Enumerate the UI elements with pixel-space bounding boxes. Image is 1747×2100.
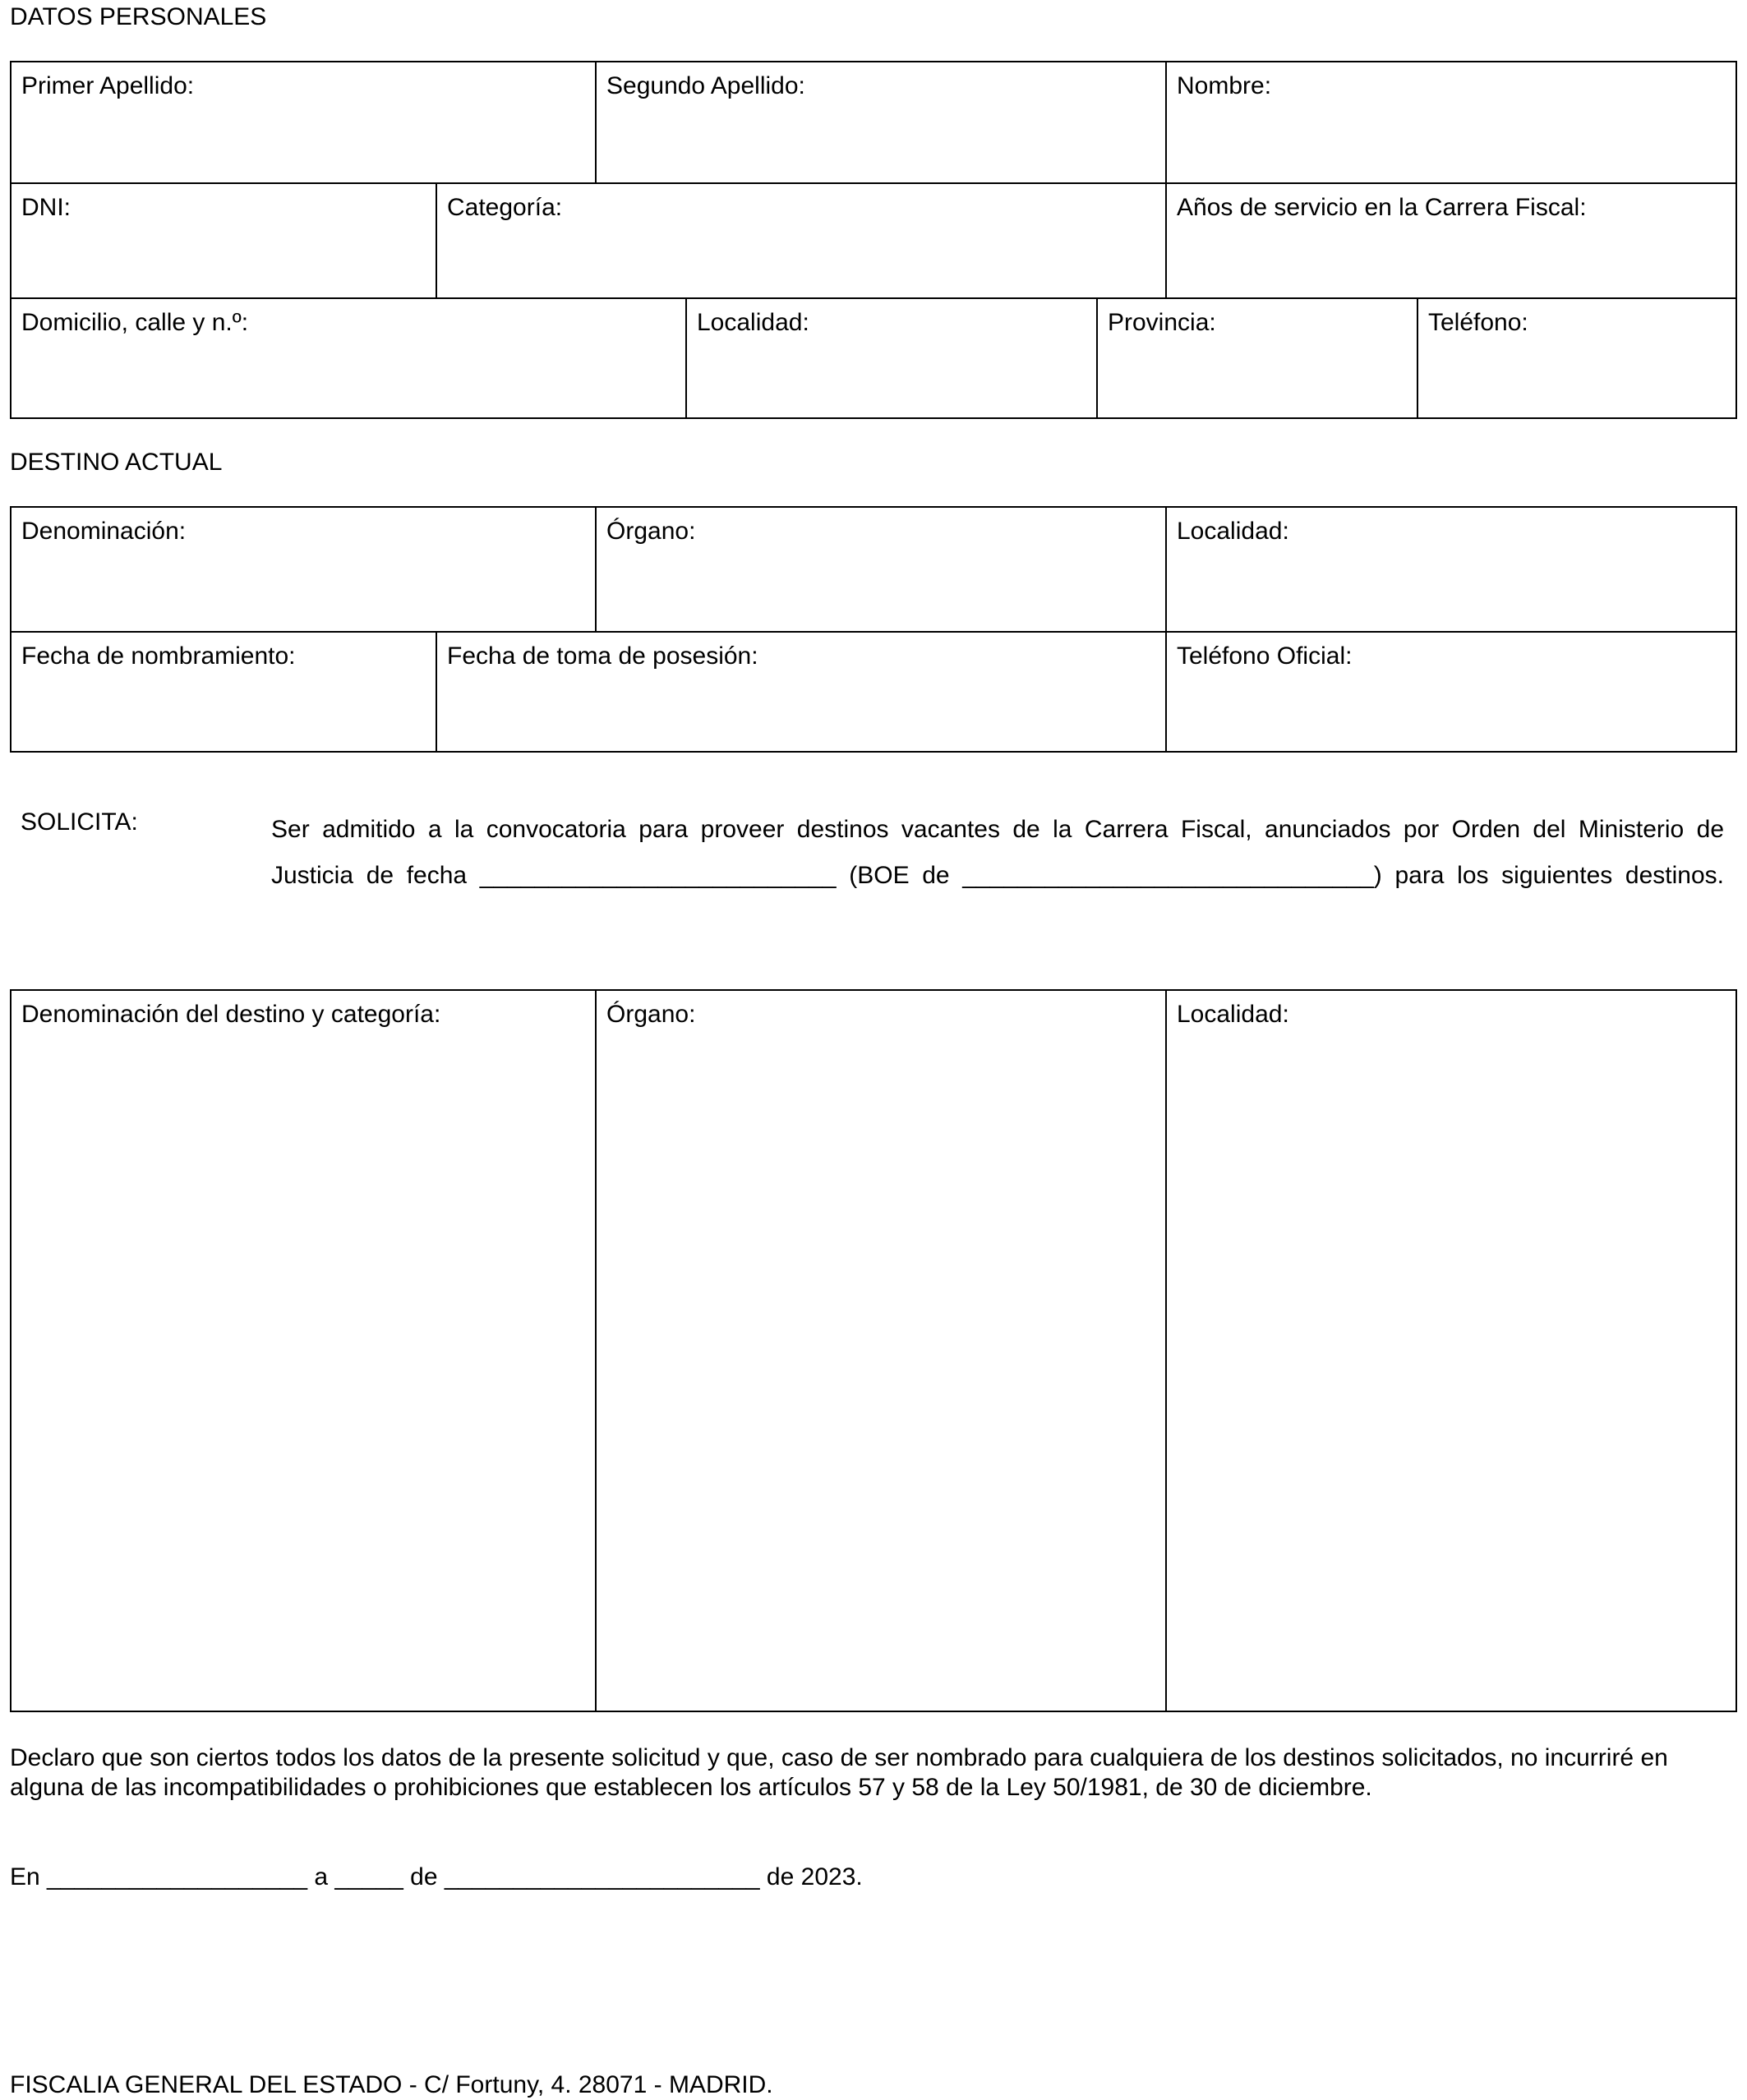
field-label: Denominación: xyxy=(21,518,187,545)
field-label: Teléfono Oficial: xyxy=(1177,642,1353,670)
destino-actual-row-2 xyxy=(12,631,1735,751)
field-label: DNI: xyxy=(21,194,71,221)
column-organo[interactable] xyxy=(595,991,1165,1711)
field-nombre[interactable] xyxy=(1165,62,1735,182)
field-label: Categoría: xyxy=(447,194,563,221)
field-label: Teléfono: xyxy=(1428,309,1528,336)
column-header: Órgano: xyxy=(606,1001,696,1028)
field-categoria[interactable] xyxy=(436,184,1165,297)
destino-actual-row-1 xyxy=(12,508,1735,631)
footer-address: FISCALIA GENERAL DEL ESTADO - C/ Fortuny, 4. 28071 - MADRID. xyxy=(10,2071,773,2098)
column-localidad[interactable] xyxy=(1165,991,1735,1711)
field-label: Años de servicio en la Carrera Fiscal: xyxy=(1177,194,1587,221)
destinos-solicitados-grid xyxy=(10,989,1737,1712)
field-label: Domicilio, calle y n.º: xyxy=(21,309,249,336)
lugar-fecha-line[interactable]: En ___________________ a _____ de _______________________ de 2023. xyxy=(10,1863,863,1890)
datos-personales-row-2 xyxy=(12,182,1735,297)
field-label: Localidad: xyxy=(697,309,809,336)
section-title-datos-personales: DATOS PERSONALES xyxy=(10,3,267,30)
field-label: Localidad: xyxy=(1177,518,1289,545)
datos-personales-grid xyxy=(10,61,1737,419)
column-header: Denominación del destino y categoría: xyxy=(21,1001,441,1028)
field-segundo-apellido[interactable] xyxy=(595,62,1165,182)
destinos-solicitados-row xyxy=(12,991,1735,1711)
field-dni[interactable] xyxy=(12,184,436,297)
datos-personales-row-3 xyxy=(12,297,1735,417)
field-label: Primer Apellido: xyxy=(21,72,195,99)
solicita-text-line-2[interactable]: Justicia de fecha __________________________ (BOE de ______________________________) para los siguientes destinos. xyxy=(271,862,1724,889)
field-provincia[interactable] xyxy=(1096,299,1417,417)
section-title-destino-actual: DESTINO ACTUAL xyxy=(10,449,223,476)
field-label: Provincia: xyxy=(1108,309,1216,336)
declaracion-text: Declaro que son ciertos todos los datos de la presente solicitud y que, caso de ser nombrado para cualquiera de los destinos solicitados, no incurriré en alguna de las incompatibilidades o prohibiciones que establecen los artículos 57 y 58 de la Ley 50/1981, de 30 de diciembre. xyxy=(10,1744,1668,1801)
field-label: Fecha de nombramiento: xyxy=(21,642,296,670)
field-label: Nombre: xyxy=(1177,72,1272,99)
field-localidad[interactable] xyxy=(685,299,1096,417)
field-organo[interactable] xyxy=(595,508,1165,631)
solicita-text-line-1: Ser admitido a la convocatoria para proveer destinos vacantes de la Carrera Fiscal, anunciados por Orden del Ministerio de xyxy=(271,816,1724,843)
field-telefono-oficial[interactable] xyxy=(1165,633,1735,751)
field-anos-servicio[interactable] xyxy=(1165,184,1735,297)
field-telefono[interactable] xyxy=(1417,299,1735,417)
field-denominacion[interactable] xyxy=(12,508,595,631)
field-label: Fecha de toma de posesión: xyxy=(447,642,758,670)
column-header: Localidad: xyxy=(1177,1001,1289,1028)
datos-personales-row-1 xyxy=(12,62,1735,182)
field-fecha-toma-posesion[interactable] xyxy=(436,633,1165,751)
solicita-text xyxy=(271,807,1724,899)
field-label: Órgano: xyxy=(606,518,696,545)
field-localidad-destino[interactable] xyxy=(1165,508,1735,631)
field-domicilio[interactable] xyxy=(12,299,685,417)
field-primer-apellido[interactable] xyxy=(12,62,595,182)
solicita-label: SOLICITA: xyxy=(21,808,138,836)
field-label: Segundo Apellido: xyxy=(606,72,805,99)
field-fecha-nombramiento[interactable] xyxy=(12,633,436,751)
destino-actual-grid xyxy=(10,506,1737,753)
column-denominacion-destino[interactable] xyxy=(12,991,595,1711)
